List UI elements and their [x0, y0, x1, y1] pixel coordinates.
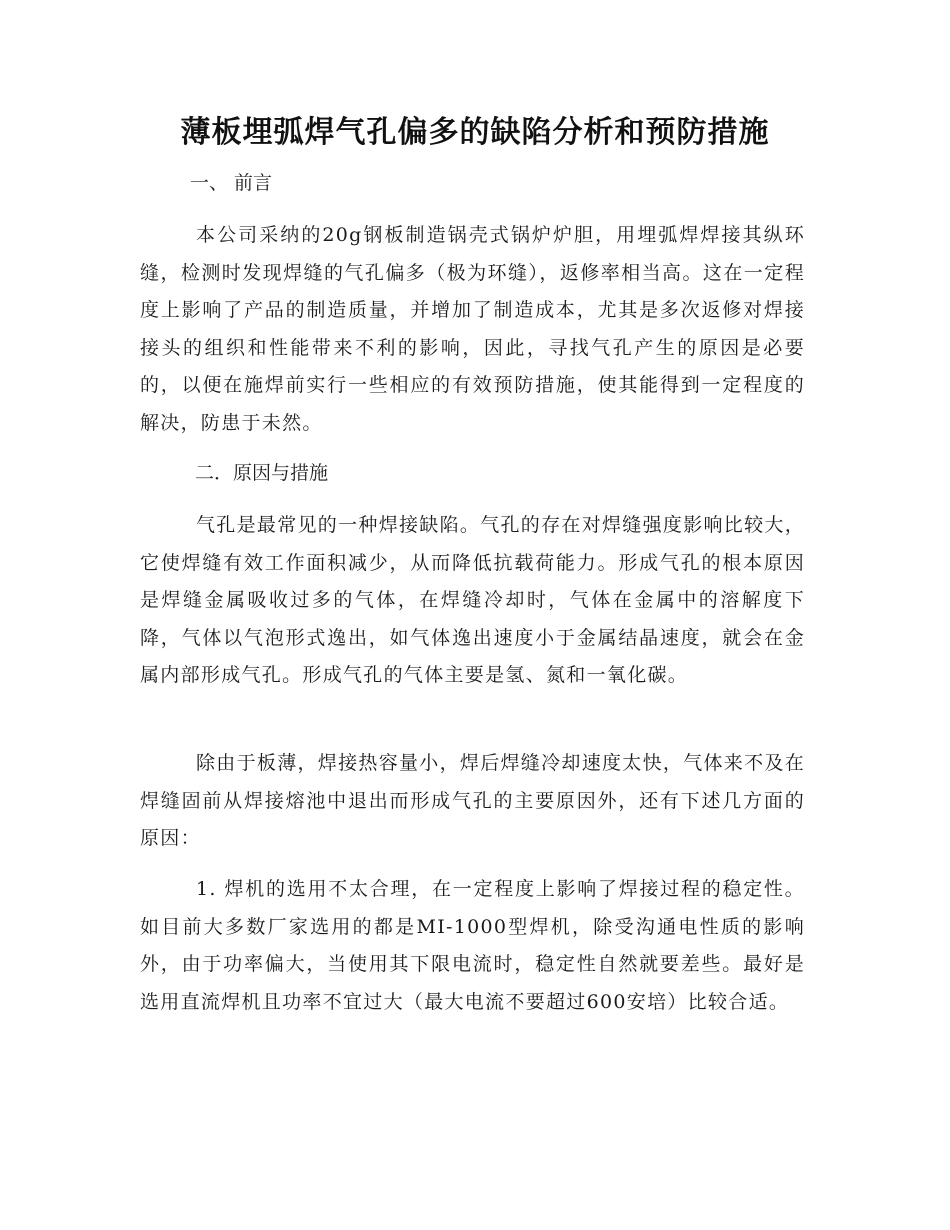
body-paragraph-porosity: 气孔是最常见的一种焊接缺陷。气孔的存在对焊缝强度影响比较大，它使焊缝有效工作面积减少，从而降低抗载荷能力。形成气孔的根本原因是焊缝金属吸收过多的气体，在焊缝冷却时，气体在金属中的溶解度下降，气体以气泡形式逸出，如气体逸出速度小于金属结晶速度，就会在金属内部形成气孔。形成气孔的气体主要是氢、氮和一氧化碳。 — [140, 514, 806, 686]
section-heading-preface: 一、 前言 — [190, 172, 273, 194]
section-heading-causes: 二．原因与措施 — [195, 462, 329, 484]
body-paragraph-welder-selection: 1. 焊机的选用不太合理，在一定程度上影响了焊接过程的稳定性。如目前大多数厂家选用的都是MI-1000型焊机，除受沟通电性质的影响外，由于功率偏大，当使用其下限电流时，稳定性自然就要差些。最好是选用直流焊机且功率不宜过大（最大电流不要超过600安培）比较合适。 — [140, 878, 805, 1013]
preface-paragraph: 本公司采纳的20g钢板制造锅壳式锅炉炉胆，用埋弧焊焊接其纵环缝，检测时发现焊缝的气孔偏多（极为环缝），返修率相当高。这在一定程度上影响了产品的制造质量，并增加了制造成本，尤其是多次返修对焊接接头的组织和性能带来不利的影响，因此，寻找气孔产生的原因是必要的，以便在施焊前实行一些相应的有效预防措施，使其能得到一定程度的解决，防患于未然。 — [140, 224, 805, 434]
body-paragraph-reasons: 除由于板薄，焊接热容量小，焊后焊缝冷却速度太快，气体来不及在焊缝固前从焊接熔池中退出而形成气孔的主要原因外，还有下述几方面的原因： — [140, 752, 806, 849]
document-title: 薄板埋弧焊气孔偏多的缺陷分析和预防措施 — [180, 115, 770, 150]
